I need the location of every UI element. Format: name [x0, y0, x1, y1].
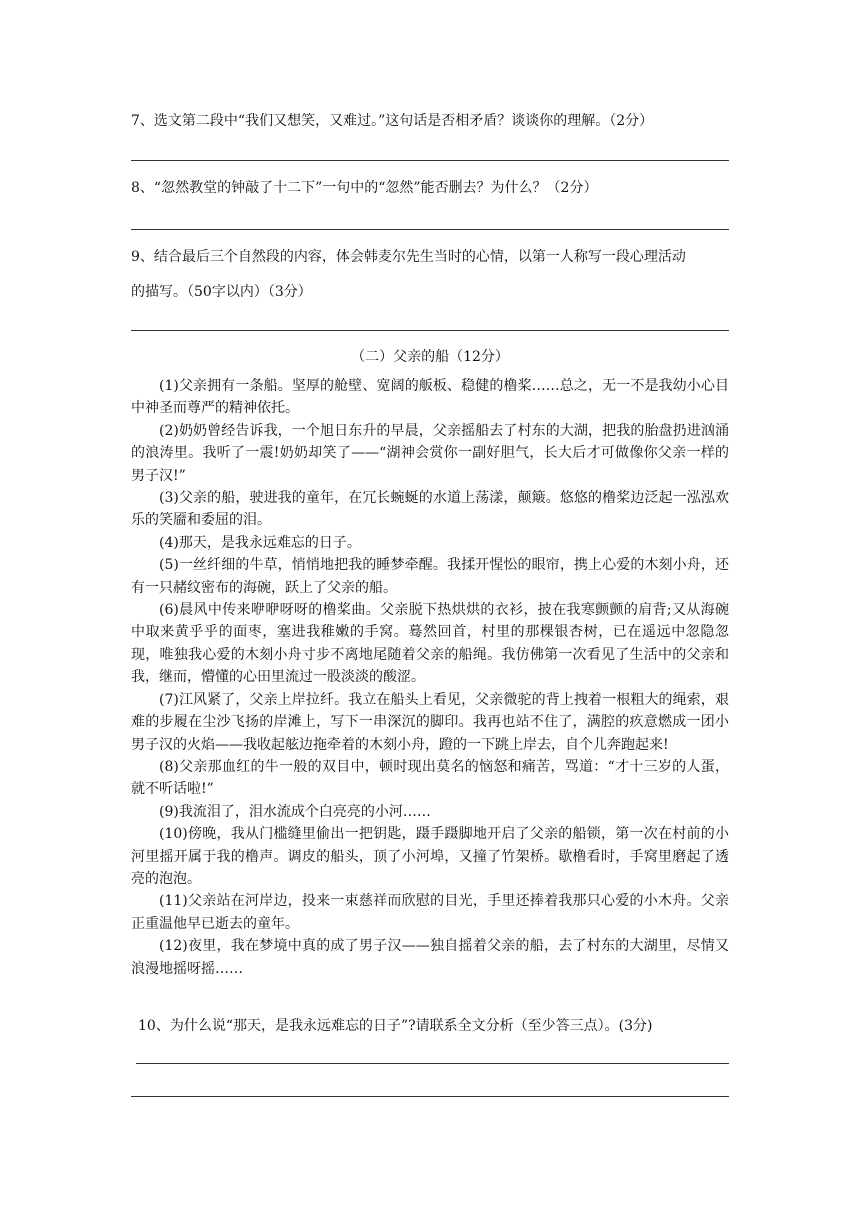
paragraph: (2)奶奶曾经告诉我，一个旭日东升的早晨，父亲摇船去了村东的大湖，把我的胎盘扔进汹涌的浪涛里。我听了一震!奶奶却笑了——“湖神会赏你一副好胆气，长大后才可做像你父亲一样的男子汉!”: [131, 422, 729, 484]
question-7: 7、选文第二段中“我们又想笑，又难过。”这句话是否相矛盾？谈谈你的理解。（2分）: [131, 113, 654, 129]
answer-line-7: [131, 160, 729, 161]
answer-line-8: [131, 229, 729, 230]
question-8: 8、“忽然教堂的钟敲了十二下”一句中的“忽然”能否删去？为什么？（2分）: [131, 180, 598, 196]
paragraph: (4)那天，是我永远难忘的日子。: [159, 534, 361, 551]
paragraph: (5)一丝纤细的牛草，悄悄地把我的睡梦牵醒。我揉开惺忪的眼帘，携上心爱的木刻小舟，还有一只赭纹密布的海碗，跃上了父亲的船。: [131, 557, 729, 596]
question-9-line-2: 的描写。（50字以内）（3分）: [131, 284, 312, 300]
paragraph: (7)江风紧了，父亲上岸拉纤。我立在船头上看见，父亲微驼的背上拽着一根粗大的绳索，艰难的步履在尘沙飞扬的岸滩上，写下一串深沉的脚印。我再也站不住了，满腔的疚意燃成一团小男子汉的火焰——我收起舷边拖牵着的木刻小舟，蹬的一下跳上岸去，自个儿奔跑起来!: [131, 691, 729, 753]
answer-line-9: [131, 330, 729, 331]
paragraph: (1)父亲拥有一条船。坚厚的舱壁、宽阔的舨板、稳健的橹桨……总之，无一不是我幼小心目中神圣而尊严的精神依托。: [131, 378, 729, 417]
question-9-line-1: 9、结合最后三个自然段的内容，体会韩麦尔先生当时的心情，以第一人称写一段心理活动: [131, 249, 686, 265]
paragraph: (12)夜里，我在梦境中真的成了男子汉——独自摇着父亲的船，去了村东的大湖里，尽情又浪漫地摇呀摇……: [131, 938, 729, 977]
section-title: （二）父亲的船（12分）: [351, 349, 509, 365]
paragraph: (10)傍晚，我从门槛缝里偷出一把钥匙，蹑手蹑脚地开启了父亲的船锁，第一次在村前的小河里摇开属于我的橹声。调皮的船头，顶了小河埠，又撞了竹架桥。歇橹看时，手窝里磨起了透亮的泡泡。: [131, 826, 729, 887]
paragraph: (3)父亲的船，驶进我的童年，在冗长蜿蜒的水道上荡漾，颠簸。悠悠的橹桨边泛起一泓泓欢乐的笑靥和委屈的泪。: [131, 490, 729, 529]
paragraph: (6)晨风中传来咿咿呀呀的橹桨曲。父亲脱下热烘烘的衣衫，披在我寒颤颤的肩背;又从海碗中取来黄乎乎的面枣，塞进我稚嫩的手窝。蓦然回首，村里的那棵银杏树，已在遥远中忽隐忽现，唯独我心爱的木刻小舟寸步不离地尾随着父亲的船绳。我仿佛第一次看见了生活中的父亲和我，继而，懵懂的心田里流过一股淡淡的酸涩。: [131, 602, 729, 686]
question-10: 10、为什么说“那天，是我永远难忘的日子”?请联系全文分析（至少答三点）。(3分): [138, 1018, 653, 1034]
answer-line-10b: [131, 1096, 729, 1097]
answer-line-10a: [136, 1063, 729, 1064]
paragraph: (8)父亲那血红的牛一般的双目中，顿时现出莫名的恼怒和痛苦，骂道：“才十三岁的人蛋，就不听话啦!”: [131, 758, 729, 798]
paragraph: (11)父亲站在河岸边，投来一束慈祥而欣慰的目光，手里还捧着我那只心爱的小木舟。父亲正重温他早已逝去的童年。: [131, 893, 729, 932]
passage: [131, 375, 729, 980]
paragraph: (9)我流泪了，泪水流成个白亮亮的小河……: [159, 803, 431, 820]
